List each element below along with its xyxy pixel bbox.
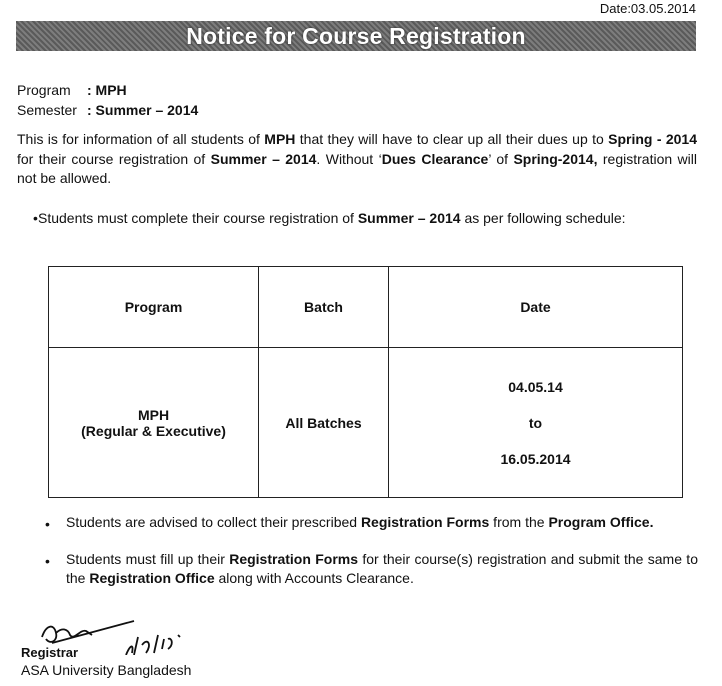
bullet-icon: •: [45, 553, 50, 569]
item-bold: Registration Forms: [229, 551, 358, 567]
semester-label: Semester: [17, 102, 77, 118]
title-banner: [16, 21, 696, 51]
notice-title: Notice for Course Registration: [186, 22, 526, 49]
cell-batch: All Batches: [259, 348, 389, 498]
date-to: 16.05.2014: [500, 450, 571, 467]
semester-value: : Summer – 2014: [87, 102, 199, 118]
program-row: [17, 80, 198, 100]
list-item: [45, 513, 698, 532]
cell-program: [49, 348, 259, 498]
header-batch: Batch: [259, 267, 389, 348]
date-from: 04.05.14: [508, 378, 563, 395]
item-text: Students must fill up their: [66, 551, 230, 567]
intro-text: . Without ‘: [316, 150, 382, 167]
item-bold: Registration Forms: [360, 514, 490, 530]
header-date: Date: [389, 267, 683, 348]
table-header-row: [49, 267, 683, 348]
registrar-title: Registrar: [21, 645, 79, 660]
notice-date: Date:03.05.2014: [599, 1, 696, 16]
intro-text: This is for information of all students of: [17, 131, 265, 147]
program-value: : MPH: [87, 82, 127, 98]
table-row: [49, 348, 683, 498]
cell-date: [389, 348, 683, 498]
intro-bold: Dues Clearance: [381, 150, 489, 167]
program-label: Program: [17, 82, 71, 98]
item-bold: Registration Office: [89, 570, 215, 586]
item-bold: Program Office.: [548, 514, 654, 530]
intro-text: registration will not be allowed.: [17, 150, 698, 186]
schedule-table: [48, 266, 683, 498]
intro-bold: Spring-2014,: [513, 150, 598, 167]
bullet-icon: •: [45, 516, 50, 532]
intro-text: for their course registration of: [17, 150, 211, 167]
schedule-bullet: [33, 208, 696, 229]
intro-text: ’ of: [488, 150, 514, 167]
program-type: (Regular & Executive): [81, 422, 226, 439]
semester-row: [17, 100, 198, 120]
item-text: along with Accounts Clearance.: [214, 570, 414, 586]
university-name: ASA University Bangladesh: [21, 662, 192, 678]
bullet-icon: •: [33, 210, 38, 226]
date-to-word: to: [528, 414, 543, 431]
instructions-list: [45, 513, 698, 606]
intro-text: that they will have to clear up all their dues up to: [295, 131, 609, 147]
bullet-text: as per following schedule:: [460, 210, 626, 226]
bullet-text: Students must complete their course registration of: [38, 210, 358, 226]
item-text: for their course(s) registration and submit the same to the: [66, 551, 698, 586]
header-program: Program: [49, 267, 259, 348]
bullet-bold: Summer – 2014: [357, 210, 461, 226]
program-meta: [17, 80, 198, 120]
program-name: MPH: [137, 406, 170, 423]
list-item: [45, 550, 698, 588]
intro-bold: MPH: [264, 131, 296, 147]
intro-bold: Summer – 2014: [210, 150, 317, 167]
item-text: from the: [489, 514, 549, 530]
item-text: Students are advised to collect their prescribed: [66, 514, 361, 530]
intro-bold: Spring - 2014: [608, 131, 697, 147]
intro-paragraph: [17, 130, 697, 189]
